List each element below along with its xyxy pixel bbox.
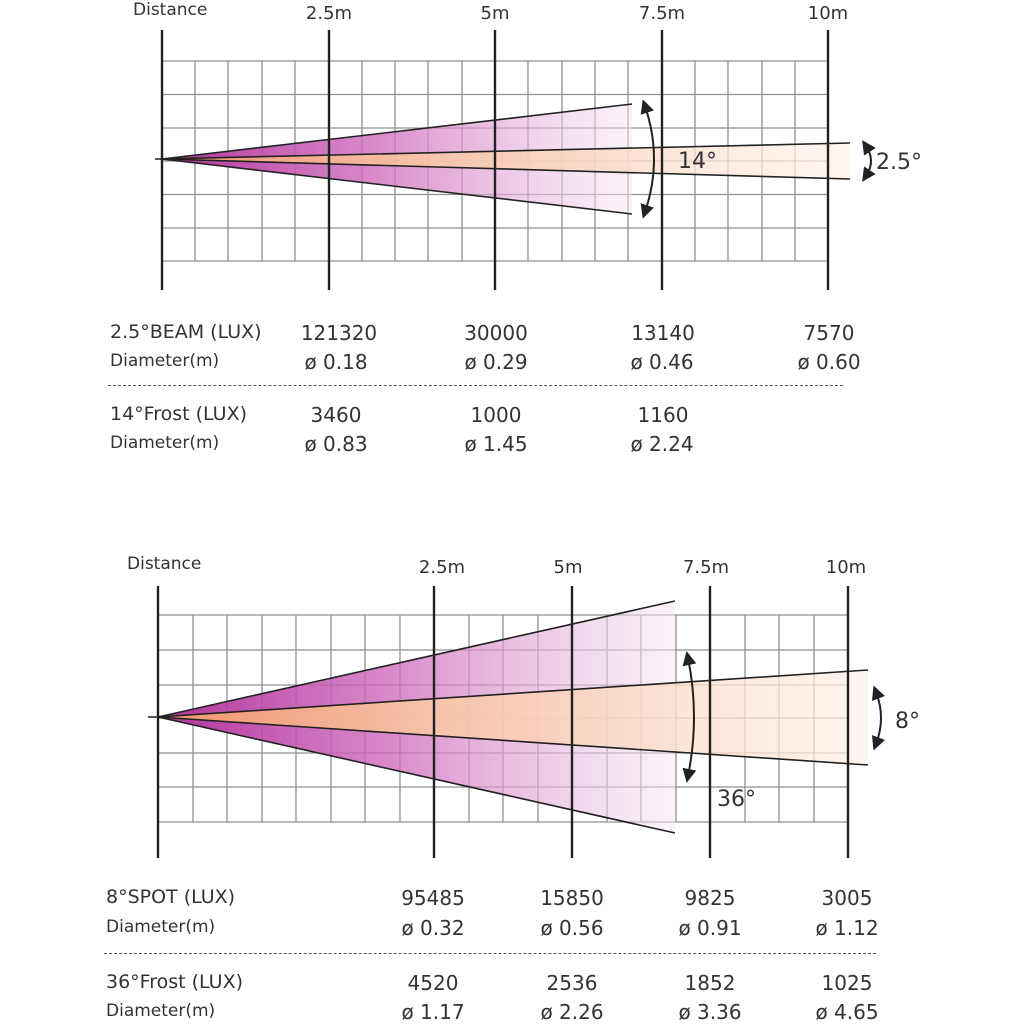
lux-value: 1852 xyxy=(684,971,736,995)
distance-label-1: Distance xyxy=(133,0,208,20)
distance-tick-2-5m: 2.5m xyxy=(305,3,353,24)
diameter-value: ø 0.91 xyxy=(678,916,742,940)
diagram-1 xyxy=(133,0,922,290)
diameter-label: Diameter(m) xyxy=(110,351,220,371)
narrow-angle-arrow-1 xyxy=(866,146,871,176)
diameter-value: ø 1.17 xyxy=(401,1000,465,1024)
diameter-value: ø 0.83 xyxy=(304,432,368,456)
diameter-value: ø 0.46 xyxy=(630,350,694,374)
diameter-value: ø 2.26 xyxy=(540,1000,604,1024)
wide-angle-label-1: 14° xyxy=(678,149,717,174)
narrow-angle-arrow-2 xyxy=(876,692,881,744)
lux-value: 95485 xyxy=(401,886,465,910)
lux-value: 1000 xyxy=(470,403,522,427)
diameter-label: Diameter(m) xyxy=(110,433,220,453)
distance-tick-5m: 5m xyxy=(480,3,510,24)
spot-lux-label: 8°SPOT (LUX) xyxy=(106,886,236,908)
distance-tick-5m: 5m xyxy=(553,557,583,578)
lux-value: 121320 xyxy=(300,321,378,345)
frost-lux-label: 36°Frost (LUX) xyxy=(106,971,244,993)
frost-lux-label: 14°Frost (LUX) xyxy=(110,403,248,425)
row-divider xyxy=(104,953,876,954)
narrow-angle-label-1: 2.5° xyxy=(876,150,922,175)
distance-label-2: Distance xyxy=(127,554,202,574)
lux-value: 3460 xyxy=(310,403,362,427)
distance-tick-10m: 10m xyxy=(825,557,867,578)
lux-value: 3005 xyxy=(821,886,873,910)
diameter-value: ø 0.18 xyxy=(304,350,368,374)
lux-value: 1160 xyxy=(637,403,689,427)
diameter-value: ø 0.29 xyxy=(464,350,528,374)
lux-value: 7570 xyxy=(803,321,855,345)
diameter-value: ø 1.12 xyxy=(815,916,879,940)
lux-value: 13140 xyxy=(631,321,695,345)
lux-value: 30000 xyxy=(464,321,528,345)
diameter-value: ø 3.36 xyxy=(678,1000,742,1024)
diameter-label: Diameter(m) xyxy=(106,1001,216,1021)
narrow-angle-label-2: 8° xyxy=(895,709,920,734)
lux-value: 15850 xyxy=(540,886,604,910)
wide-angle-label-2: 36° xyxy=(717,787,756,812)
diameter-value: ø 0.32 xyxy=(401,916,465,940)
lux-value: 2536 xyxy=(546,971,598,995)
distance-tick-10m: 10m xyxy=(807,3,849,24)
row-divider xyxy=(108,385,843,386)
lux-value: 1025 xyxy=(821,971,873,995)
distance-tick-7-5m: 7.5m xyxy=(682,557,730,578)
diameter-label: Diameter(m) xyxy=(106,917,216,937)
diameter-value: ø 1.45 xyxy=(464,432,528,456)
lux-value: 4520 xyxy=(407,971,459,995)
lux-value: 9825 xyxy=(684,886,736,910)
diagram-2 xyxy=(127,554,920,858)
diameter-value: ø 2.24 xyxy=(630,432,694,456)
diameter-value: ø 0.60 xyxy=(797,350,861,374)
distance-tick-2-5m: 2.5m xyxy=(418,557,466,578)
diameter-value: ø 4.65 xyxy=(815,1000,879,1024)
beam-lux-label: 2.5°BEAM (LUX) xyxy=(110,321,262,343)
distance-tick-7-5m: 7.5m xyxy=(638,3,686,24)
diameter-value: ø 0.56 xyxy=(540,916,604,940)
